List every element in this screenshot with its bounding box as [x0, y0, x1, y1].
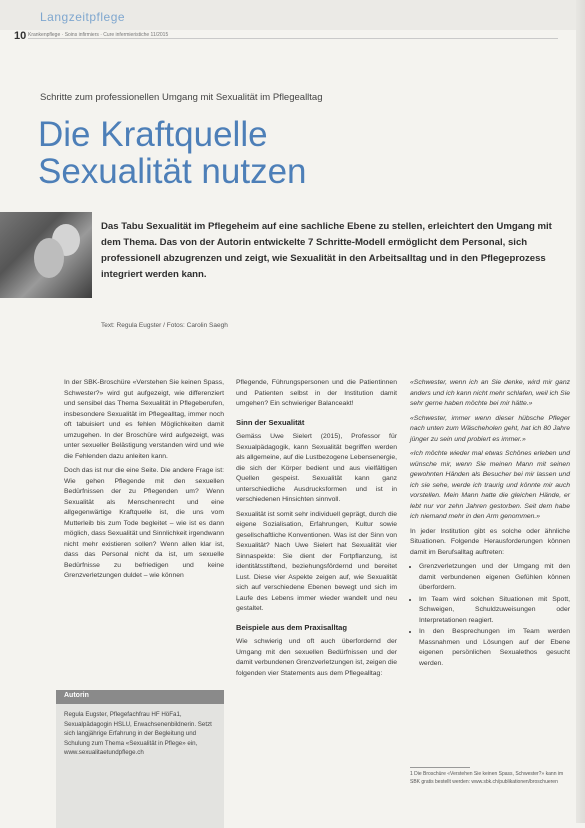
photo-figure-face	[34, 238, 64, 278]
quote-1: «Schwester, wenn ich an Sie denke, wird mir ganz anders und ich kann nicht mehr schlafen, weil ich Sie sehr gerne haben möchte bei mir hätte.»	[410, 379, 570, 407]
author-heading-label: Autorin	[64, 692, 89, 699]
article-credit: Text: Regula Eugster / Fotos: Carolin Saegh	[101, 322, 228, 329]
quote-3: «Ich möchte wieder mal etwas Schönes erleben und wünsche mir, wenn Sie meinen Mann mit seinen gewohnten Händen als Besucher bei mir lassen und ich sie sehe, werde ich traurig und könnte mir auch vorstellen. Mein Mann hatte die gleichen Hände, er lebt nur vor zehn Jahren gestorben. Seit dem habe ich niemand mehr in den Arm genommen.»	[410, 450, 570, 520]
article-photo	[0, 212, 92, 298]
column-1	[64, 378, 224, 586]
title-line-2: Sexualität nutzen	[38, 152, 307, 191]
title-line-1: Die Kraftquelle	[38, 115, 268, 154]
author-box-heading	[56, 690, 224, 704]
col2-paragraph-4: Wie schwierig und oft auch überfordernd der Umgang mit den sexuellen Bedürfnissen und der damit verbundenen Grenzverletzungen ist, zeigen die folgenden vier Statements aus dem Pflegealltag:	[236, 638, 397, 677]
footnote: 1 Die Broschüre «Verstehen Sie keinen Spass, Schwester?» kann im SBK gratis bestellt werden: www.sbk.ch/publikationen/broschueren	[410, 771, 564, 785]
article-kicker: Schritte zum professionellen Umgang mit Sexualität im Pflegealltag	[40, 92, 323, 103]
article-title	[38, 116, 307, 190]
col2-paragraph-3: Sexualität ist somit sehr individuell geprägt, durch die eigene Sozialisation, Erfahrungen, Kultur sowie gesellschaftliche Konventionen. Was ist der Sinn von Sexualität? Nach Uwe Sielert hat Sexualität vier Sinnaspekte: Sie dient der Fortpflanzung, ist identitätsstiftend, beziehungsfördernd und bereitet Lust. Diese vier Aspekte zeigen auf, wie Sexualität sich auf verschiedene Ebenen bewegt und sich im Laufe des Lebens immer wieder wandelt und neu gestaltet.	[236, 510, 397, 612]
col3-paragraph-1: In jeder Institution gibt es solche oder ähnliche Situationen. Folgende Herausforderungen können damit im Berufsalltag auftreten:	[410, 527, 570, 556]
quote-2: «Schwester, immer wenn dieser hübsche Pfleger nach unten zum Wäscheholen geht, hat ich 80 Jahre jünger zu sein und probiert es immer.»	[410, 414, 570, 443]
column-3	[410, 378, 570, 673]
section-label: Langzeitpflege	[40, 10, 126, 24]
col1-paragraph-2: Doch das ist nur die eine Seite. Die andere Frage ist: Wie gehen Pflegende mit den sexuellen Bedürfnissen der zu Pflegenden um? Wenn Sexualität als Menschenrecht und eine allgegenwärtige Kraftquelle ist, die uns vom Mutterleib bis zum Tode begleitet – wie ist es dann möglich, dass Sexualität und Sinnlichkeit irgendwann nicht mehr existieren sollen? Wenn allen klar ist, dass das Personal nicht da ist, um sexuelle Bedürfnisse zu befriedigen und keine Grenzverletzungen duldet – wie können	[64, 467, 224, 579]
header-rule	[28, 38, 558, 39]
footnote-rule	[410, 767, 470, 768]
page-edge-shadow	[576, 0, 585, 823]
challenges-list	[410, 562, 570, 669]
col2-heading-2: Beispiele aus dem Praxisalltag	[236, 622, 348, 632]
col1-paragraph-1: In der SBK-Broschüre «Verstehen Sie keinen Spass, Schwester?» wird gut aufgezeigt, wie differenziert und sensibel das Thema Sexualität in Pflegeberufen, insbesondere Sexualität im Pflegealltag, immer noch oft tabuisiert und es fehlen Möglichkeiten damit umzugehen. In der Broschüre wird aufgezeigt, was unter sexueller Belästigung verstanden wird und wie die Fehlenden dazu anleiten kann.	[64, 379, 224, 460]
col2-paragraph-1: Pflegende, Führungspersonen und die Patientinnen und Patienten selbst in der Institution damit umgehen? Ein schwieriger Balanceakt!	[236, 379, 397, 407]
issue-line: Krankenpflege · Soins infirmiers · Cure infermieristiche 11/2015	[28, 32, 169, 38]
column-2	[236, 378, 397, 683]
page-number: 10	[14, 30, 27, 42]
lead-text: Das Tabu Sexualität im Pflegeheim auf eine sachliche Ebene zu stellen, erleichtert den Umgang mit dem Thema. Das von der Autorin entwickelte 7 Schritte-Modell ermöglicht dem Personal, sich professionell abzugrenzen und zeigt, wie Sexualität in den Arbeitsalltag und in den Pflegeprozess integriert werden kann.	[101, 221, 552, 280]
col2-heading-1: Sinn der Sexualität	[236, 417, 305, 427]
list-item: • Grenzverletzungen und der Umgang mit den damit verbundenen eigenen Gefühlen können überfordern.	[419, 562, 570, 594]
author-bio: Regula Eugster, Pflegefachfrau HF HöFa1, Sexualpädagogin HSLU, Erwachsenenbildnerin. Setzt sich langjährige Erfahrung in der Begleitung und Schulung zum Thema «Sexualität in Pflege» ein, www.sexualitaetundpflege.ch	[64, 711, 212, 756]
col2-paragraph-2: Gemäss Uwe Sielert (2015), Professor für Sexualpädagogik, kann Sexualität begriffen werden als allgemeine, auf die Lustbezogene Lebensenergie, die sich der Körper bedient und aus vielfältigen Quellen gespeist. Sexualität kann ganz unterschiedliche Ausdrucksformen und ist in verschiedenen Hinsichten sinnvoll.	[236, 433, 397, 503]
list-item: • In den Besprechungen im Team werden Massnahmen und Lösungen auf der Ebene eigenen persönlichen Sexualethos gesucht werden.	[419, 627, 570, 669]
list-item: • Im Team wird solchen Situationen mit Spott, Schweigen, Schuldzuweisungen oder Interpretationen reagiert.	[419, 595, 570, 627]
article-lead	[101, 219, 559, 283]
